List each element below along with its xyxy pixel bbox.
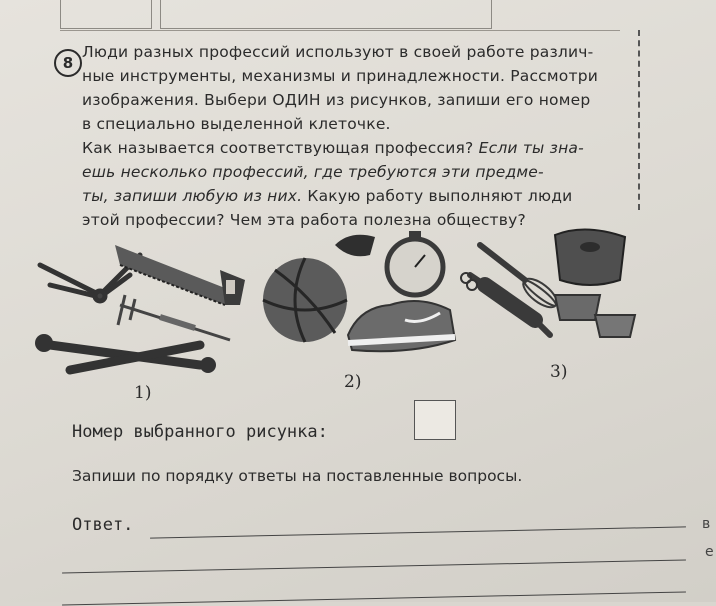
picture-label-3: 3) (550, 362, 568, 382)
question-line: этой профессии? Чем эта работа полезна обществу? (82, 211, 526, 229)
sneaker-icon (348, 301, 455, 351)
tart-mold-icon (555, 295, 635, 337)
top-cell (60, 0, 152, 29)
picture-label-2: 2) (344, 372, 362, 392)
answer-label: Ответ. (72, 515, 134, 535)
chosen-number-label: Номер выбранного рисунка: (72, 422, 328, 442)
pictures-area (30, 225, 670, 405)
top-cell (160, 0, 492, 29)
question-part: ты, запиши любую из них. (82, 187, 303, 205)
saw-icon (115, 245, 245, 305)
basketball-icon (263, 258, 347, 342)
task-line: в специально выделенной клеточке. (82, 115, 391, 133)
top-table-strip (60, 0, 620, 31)
task-text (82, 40, 642, 232)
chosen-number-box[interactable] (414, 400, 456, 440)
question-line: ешь несколько профессий, где требуются эти предме- (82, 163, 544, 181)
stopwatch-icon (387, 231, 443, 295)
question-part: Как называется соответствующая профессия? (82, 139, 474, 157)
question-line (82, 136, 642, 160)
answer-line-1[interactable] (150, 526, 686, 538)
caliper-icon (118, 295, 230, 340)
task-line: ные инструменты, механизмы и принадлежности. Рассмотри (82, 67, 599, 85)
edge-letter: е (705, 544, 714, 560)
question-part: Если ты зна- (478, 139, 584, 157)
answer-line-3[interactable] (62, 591, 686, 605)
wrench-head (200, 357, 216, 373)
instruction-text: Запиши по порядку ответы на поставленные вопросы. (72, 467, 523, 485)
question-part: Какую работу выполняют люди (307, 187, 573, 205)
cake-mold-icon (555, 229, 625, 285)
edge-letter: в (702, 516, 711, 532)
whistle-icon (335, 235, 375, 256)
wrench-head (35, 334, 53, 352)
task-number: 8 (54, 49, 82, 77)
task-line: Люди разных профессий используют в своей работе различ- (82, 43, 594, 61)
picture-label-1: 1) (134, 383, 152, 403)
answer-line-2[interactable] (62, 559, 686, 573)
rolling-pin-icon (470, 275, 550, 335)
task-line: изображения. Выбери ОДИН из рисунков, запиши его номер (82, 91, 591, 109)
wrench-icon (50, 345, 200, 370)
question-line (82, 184, 642, 208)
